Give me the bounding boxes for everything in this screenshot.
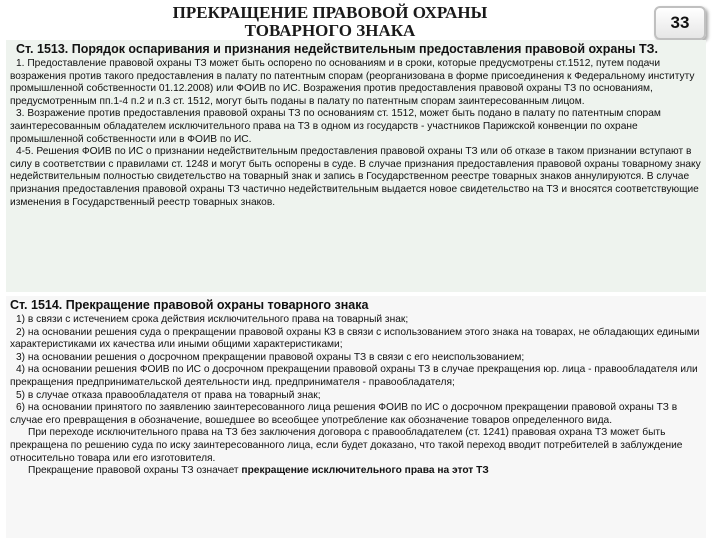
final-paragraph-text: Прекращение правовой охраны ТЗ означает bbox=[28, 465, 242, 477]
list-item: 4) на основании решения ФОИВ по ИС о досрочном прекращении правовой охраны ТЗ в случае прекращения юр. лица - правообладателя или прекращения предпринимательской деятельности инд. предпринимателя - правообладателя; bbox=[10, 364, 698, 388]
article-1513-paragraph-3: 3. Возражение против предоставления правовой охраны ТЗ по основаниям ст. 1512, может быть подано в палату по патентным спорам заинтересованным обладателем исключительного права на ТЗ в одном из государств - участников Парижской конвенции по охране промышленной собственности или в ФОИВ по ИС. bbox=[10, 108, 661, 145]
transfer-paragraph: При переходе исключительного права на ТЗ без заключения договора с правообладателем (ст. 1241) правовая охрана ТЗ может быть прекращена по решению суда по иску заинтересованного лица, если будет доказано, что такой переход вводит потребителей в заблуждение относительно товара или его изготовителя. bbox=[10, 427, 683, 464]
list-item: 6) на основании принятого по заявлению заинтересованного лица решения ФОИВ по ИС о досрочном прекращении правовой охраны ТЗ в случае его превращения в обозначение, вошедшее во всеобщее употребление как обозначение товаров определенного вида. bbox=[10, 402, 678, 426]
article-1513-section bbox=[6, 40, 706, 292]
list-item: 1) в связи с истечением срока действия исключительного права на товарный знак; bbox=[16, 314, 409, 325]
article-1513-paragraph-1: 1. Предоставление правовой охраны ТЗ может быть оспорено по основаниям и в сроки, которые предусмотрены ст.1512, путем подачи возражения против такого предоставления в палату по патентным спорам (реорганизована в форме присоединения к Федеральному институту промышленной собственности 01.12.2008) или ФОИВ по ИС. Возражения против предоставления правовой охраны ТЗ по основаниям, предусмотренным пп.1-4 п.2 и п.3 ст. 1512, могут быть поданы в палату по патентным спорам заинтересованным лицом. bbox=[10, 58, 695, 107]
final-paragraph-emphasis: прекращение исключительного права на этот ТЗ bbox=[241, 465, 489, 477]
page-title bbox=[120, 4, 540, 40]
title-line-2: ТОВАРНОГО ЗНАКА bbox=[244, 21, 416, 40]
article-1513-heading: Ст. 1513. Порядок оспаривания и признания недействительным предоставления правовой охраны ТЗ. bbox=[16, 42, 658, 56]
article-1513-paragraph-4-5: 4-5. Решения ФОИВ по ИС о признании недействительным предоставления правовой охраны ТЗ или об отказе в таком признании вступают в силу в соответствии с правилами ст. 1248 и могут быть оспорены в суде. В случае признания предоставления правовой охраны товарному знаку недействительным полностью свидетельство на товарный знак и запись в Государственном реестре товарных знаков аннулируются. В случае признания предоставления правовой охраны ТЗ частично недействительным выдается новое свидетельство на ТЗ и вносятся соответствующие изменения в Государственный реестр товарных знаков. bbox=[10, 146, 701, 208]
list-item: 3) на основании решения о досрочном прекращении правовой охраны ТЗ в связи с его неиспользованием; bbox=[16, 351, 525, 363]
list-item: 5) в случае отказа правообладателя от права на товарный знак; bbox=[16, 389, 321, 401]
title-line-1: ПРЕКРАЩЕНИЕ ПРАВОВОЙ ОХРАНЫ bbox=[172, 3, 488, 22]
page-number-badge: 33 bbox=[654, 6, 706, 40]
list-item: 2) на основании решения суда о прекращении правовой охраны КЗ в связи с использованием этого знака на товарах, не обладающих едиными характеристиками их качества или иными общими характеристиками; bbox=[10, 326, 700, 351]
article-1514-heading: Ст. 1514. Прекращение правовой охраны товарного знака bbox=[10, 298, 369, 312]
final-paragraph bbox=[10, 465, 702, 478]
article-1514-section bbox=[6, 296, 706, 538]
